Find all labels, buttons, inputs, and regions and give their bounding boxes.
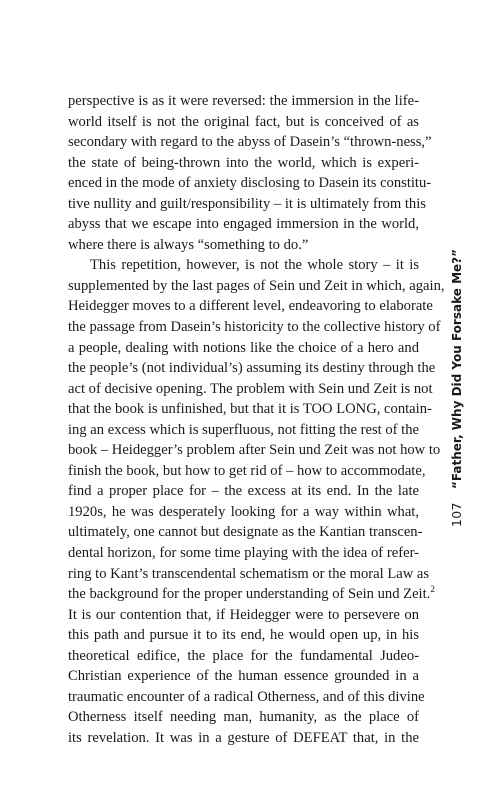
- text-line: secondary with regard to the abyss of Dasein’s “thrown-ness,”: [68, 134, 432, 151]
- text-line: traumatic encounter of a radical Otherness, and of this divine: [68, 688, 425, 705]
- text-line: act of decisive opening. The problem with Sein und Zeit is not: [68, 380, 433, 397]
- text-line-with-footnote: [68, 584, 435, 605]
- text-line: Heidegger moves to a different level, endeavoring to elaborate: [68, 298, 433, 315]
- text-line: where there is always “something to do.”: [68, 236, 309, 253]
- text-line: enced in the mode of anxiety disclosing to Dasein its constitu-: [68, 175, 432, 192]
- text-line: the passage from Dasein’s historicity to the collective history of: [68, 319, 441, 336]
- text-line: 1920s, he was desperately looking for a way within what,: [68, 503, 419, 520]
- text-line: book – Heidegger’s problem after Sein und Zeit was not how to: [68, 442, 441, 459]
- text-line: theoretical edifice, the place for the fundamental Judeo-: [68, 647, 419, 664]
- running-title: “Father, Why Did You Forsake Me?”: [450, 249, 464, 489]
- footnote-marker[interactable]: 2: [430, 584, 435, 595]
- text-line: that the book is unfinished, but that it is TOO LONG, contain-: [68, 401, 432, 418]
- text-line: the background for the proper understanding of Sein und Zeit.: [68, 586, 431, 603]
- body-text: [68, 91, 445, 749]
- paragraph-1: [68, 91, 432, 255]
- text-line: the state of being-thrown into the world, which is experi-: [68, 154, 419, 171]
- text-line: world itself is not the original fact, but is conceived of as: [68, 113, 419, 130]
- page-number: 107: [449, 502, 464, 527]
- text-line: ring to Kant’s transcendental schematism or the moral Law as: [68, 565, 430, 582]
- text-line: its revelation. It was in a gesture of DEFEAT that, in the: [68, 729, 419, 746]
- text-line: abyss that we escape into engaged immersion in the world,: [68, 216, 419, 233]
- text-line: perspective is as it were reversed: the immersion in the life-: [68, 93, 419, 109]
- text-line: dental horizon, for some time playing with the idea of refer-: [68, 545, 419, 562]
- paragraph-2: [68, 255, 445, 748]
- text-line: this path and pursue it to its end, he would open up, in his: [68, 627, 419, 644]
- text-line: supplemented by the last pages of Sein und Zeit in which, again,: [68, 277, 445, 294]
- text-line: Otherness itself needing man, humanity, as the place of: [68, 709, 419, 726]
- text-line: Christian experience of the human essence grounded in a: [68, 668, 419, 685]
- text-line: finish the book, but how to get rid of – how to accommodate,: [68, 462, 426, 479]
- text-line: This repetition, however, is not the whole story – it is: [90, 257, 419, 274]
- text-line: tive nullity and guilt/responsibility – it is ultimately from this: [68, 195, 426, 212]
- text-line: ultimately, one cannot but designate as the Kantian transcen-: [68, 524, 423, 541]
- text-line: find a proper place for – the excess at its end. In the late: [68, 483, 419, 500]
- text-line: ing an excess which is superfluous, not fitting the rest of the: [68, 421, 419, 438]
- text-line: a people, dealing with notions like the choice of a hero and: [68, 339, 419, 356]
- text-line: It is our contention that, if Heidegger were to persevere on: [68, 606, 419, 623]
- text-line: the people’s (not individual’s) assuming its destiny through the: [68, 360, 436, 377]
- running-head: [449, 249, 465, 527]
